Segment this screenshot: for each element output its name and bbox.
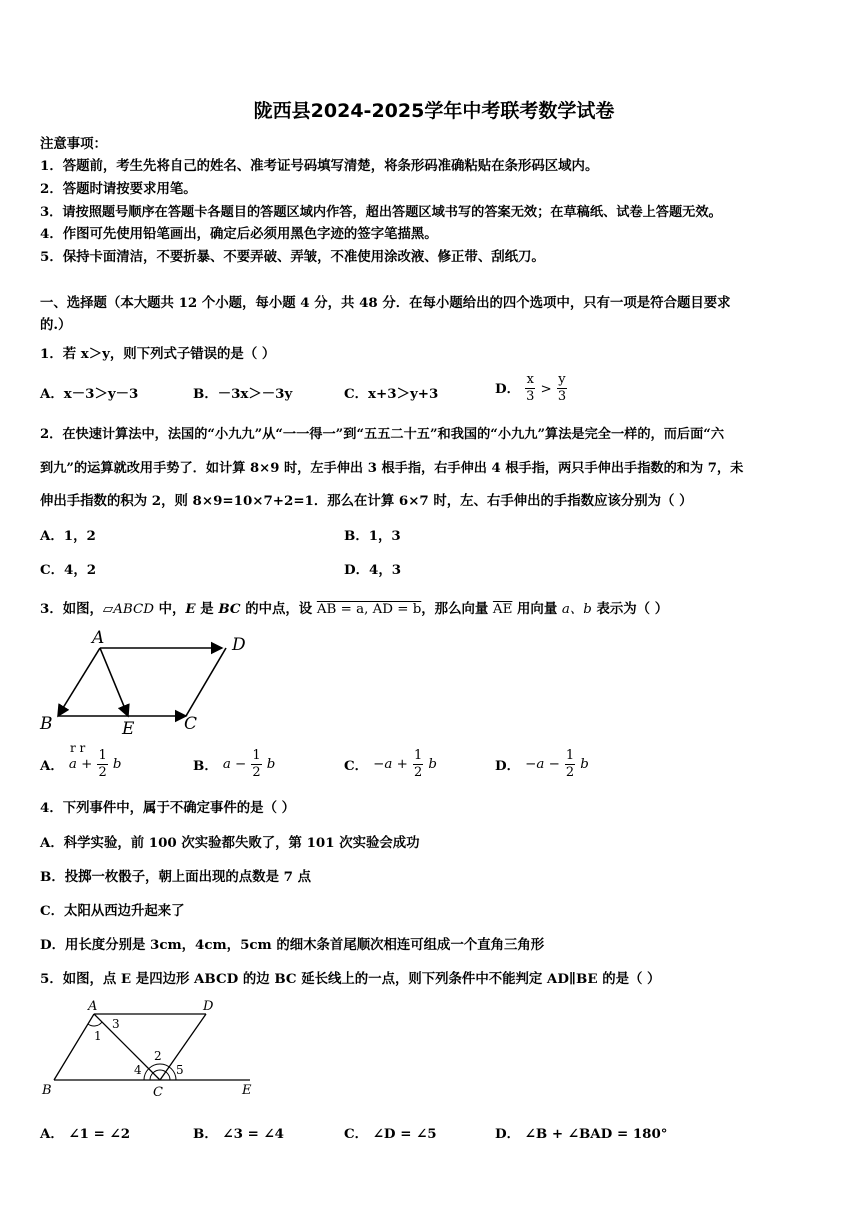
q1-stem: 1．若 x＞y，则下列式子错误的是（ ） [40,346,276,362]
q1-option-a: A．x－3＞y－3 [40,386,139,402]
q2-stem-line2: 到九”的运算就改用手势了．如计算 8×9 时，左手伸出 3 根手指，右手伸出 4 根手指，两只手伸出手指数的和为 7，未 [40,461,744,476]
q3-option-a: A． a + $\frac{1}{2}$ b [40,748,122,780]
angle-5-label: 5 [176,1063,184,1077]
q4-option-a: A．科学实验，前 100 次实验都失败了，第 101 次实验会成功 [40,835,420,851]
page-title: 陇西县2024-2025学年中考联考数学试卷 [253,100,615,122]
segment-ac [94,1014,160,1080]
notice-item: 2．答题时请按要求用笔。 [40,181,197,197]
q2-stem-line1: 2．在快速计算法中，法国的“小九九”从“一一得一”到“五五二十五”和我国的“小九九”算法是完全一样的，而后面“六 [40,427,725,442]
q1-option-d-label: D． [495,381,521,397]
q3-parallelogram-figure [36,628,256,740]
notice-item: 1．答题前，考生先将自己的姓名、准考证号码填写清楚，将条形码准确粘贴在条形码区域内。 [40,158,599,174]
q4-option-d: D．用长度分别是 3cm，4cm，5cm 的细木条首尾顺次相连可组成一个直角三角形 [40,937,545,953]
segment-ab [54,1014,94,1080]
q4-option-c: C．太阳从西边升起来了 [40,903,185,919]
angle-1-label: 1 [94,1029,102,1043]
q2-option-d: D．4，3 [344,562,402,578]
q4-stem: 4．下列事件中，属于不确定事件的是（ ） [40,800,296,816]
q1-option-c: C．x+3＞y+3 [344,386,439,402]
section-heading-cont: 的.） [40,317,72,333]
notice-item: 4．作图可先使用铅笔画出，确定后必须用黑色字迹的签字笔描黑。 [40,226,438,242]
q1-fraction-y: $\frac{y}{3}$ [557,372,567,404]
q2-option-b: B．1，3 [344,528,401,544]
vector-ab [58,648,100,716]
label-d: D [203,999,214,1014]
q2-option-c: C．4，2 [40,562,97,578]
q1-option-d [495,372,567,405]
q5-stem: 5．如图，点 E 是四边形 ABCD 的边 BC 延长线上的一点，则下列条件中不能判定 AD∥BE 的是（ ） [40,971,661,987]
notice-heading: 注意事项： [40,136,107,152]
label-c: C [184,714,198,734]
label-b: B [40,714,53,734]
q4-option-b: B．投掷一枚骰子，朝上面出现的点数是 7 点 [40,869,311,885]
notice-item: 3．请按照题号顺序在答题卡各题目的答题区域内作答，超出答题区域书写的答案无效；在草稿纸、试卷上答题无效。 [40,205,722,220]
q3-option-b: B． a − $\frac{1}{2}$ b [193,748,276,780]
q5-option-d: D． ∠B + ∠BAD = 180° [495,1126,668,1142]
label-e: E [122,719,135,739]
q1-fraction-x: $\frac{x}{3}$ [526,372,535,404]
label-c: C [153,1085,163,1100]
segment-dc [186,648,226,716]
q3-option-d: D． −a − $\frac{1}{2}$ b [495,748,589,780]
notice-item: 5．保持卡面清洁，不要折暴、不要弄破、弄皱，不准使用涂改液、修正带、刮纸刀。 [40,249,545,265]
q3-vector-marks: r r [70,741,86,755]
q1-gt-sign: > [540,382,552,397]
angle-2-label: 2 [154,1049,162,1063]
label-e: E [242,1083,252,1098]
q5-option-b: B． ∠3 = ∠4 [193,1126,284,1142]
q5-quadrilateral-figure [36,996,266,1100]
label-a: A [92,628,105,648]
angle-4-label: 4 [134,1063,142,1077]
q2-option-a: A．1，2 [40,528,96,544]
label-d: D [232,635,246,655]
q3-stem: 3．如图，▱ABCD 中，E 是 BC 的中点，设 AB = a, AD = b，那么向量 $\overline{AE}$ 用向量 a、b 表示为（ ） [40,601,669,617]
q2-stem-line3: 伸出手指数的积为 2，则 8×9=10×7+2=1．那么在计算 6×7 时，左、右手伸出的手指数应该分别为（ ） [40,493,693,509]
q5-option-a: A． ∠1 = ∠2 [40,1126,131,1142]
q1-option-b: B．－3x＞－3y [193,386,293,402]
label-a: A [88,999,98,1014]
angle-3-label: 3 [112,1017,120,1031]
q3-option-c: C． −a + $\frac{1}{2}$ b [344,748,437,780]
label-b: B [42,1083,52,1098]
q5-option-c: C． ∠D = ∠5 [344,1126,437,1142]
section-heading: 一、选择题（本大题共 12 个小题，每小题 4 分，共 48 分．在每小题给出的四个选项中，只有一项是符合题目要求 [40,295,731,311]
vector-ae [100,648,128,716]
